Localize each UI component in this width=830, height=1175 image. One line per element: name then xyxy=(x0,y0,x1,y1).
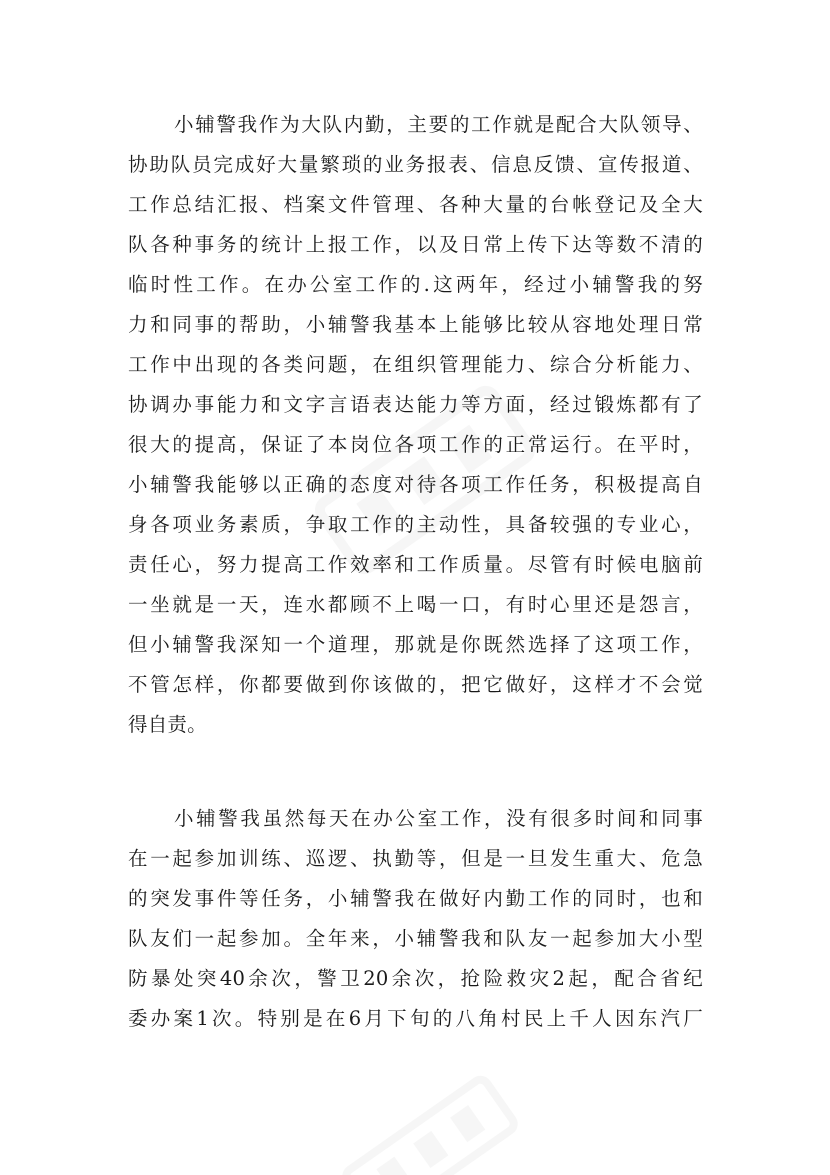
text-line: 不管怎样，你都要做到你该做的，把它做好，这样才不会觉 xyxy=(128,673,703,696)
text-line: 防暴处突40余次，警卫20余次，抢险救灾2起，配合省纪 xyxy=(128,967,703,990)
text-line: 小辅警我虽然每天在办公室工作，没有很多时间和同事 xyxy=(174,807,703,830)
body-text xyxy=(128,0,703,1175)
text-line: 工作中出现的各类问题，在组织管理能力、综合分析能力、 xyxy=(128,353,703,376)
text-line: 临时性工作。在办公室工作的.这两年，经过小辅警我的努 xyxy=(128,273,703,296)
text-line: 协调办事能力和文字言语表达能力等方面，经过锻炼都有了 xyxy=(128,393,703,416)
text-line: 协助队员完成好大量繁琐的业务报表、信息反馈、宣传报道、 xyxy=(128,153,703,176)
text-line: 力和同事的帮助，小辅警我基本上能够比较从容地处理日常 xyxy=(128,313,703,336)
text-line: 责任心，努力提高工作效率和工作质量。尽管有时候电脑前 xyxy=(128,553,703,576)
text-line: 在一起参加训练、巡逻、执勤等，但是一旦发生重大、危急 xyxy=(128,847,703,870)
text-line: 得自责。 xyxy=(128,713,207,736)
text-line: 小辅警我作为大队内勤，主要的工作就是配合大队领导、 xyxy=(174,113,703,136)
text-line: 身各项业务素质，争取工作的主动性，具备较强的专业心， xyxy=(128,513,703,536)
text-line: 一坐就是一天，连水都顾不上喝一口，有时心里还是怨言， xyxy=(128,593,703,616)
text-line: 的突发事件等任务，小辅警我在做好内勤工作的同时，也和 xyxy=(128,887,703,910)
text-line: 但小辅警我深知一个道理，那就是你既然选择了这项工作， xyxy=(128,633,703,656)
text-line: 小辅警我能够以正确的态度对待各项工作任务，积极提高自 xyxy=(128,473,703,496)
text-line: 队各种事务的统计上报工作，以及日常上传下达等数不清的 xyxy=(128,233,703,256)
text-line: 很大的提高，保证了本岗位各项工作的正常运行。在平时， xyxy=(128,433,703,456)
text-line: 委办案1次。特别是在6月下旬的八角村民上千人因东汽厂 xyxy=(128,1007,703,1030)
text-line: 队友们一起参加。全年来，小辅警我和队友一起参加大小型 xyxy=(128,927,703,950)
text-line: 工作总结汇报、档案文件管理、各种大量的台帐登记及全大 xyxy=(128,193,703,216)
